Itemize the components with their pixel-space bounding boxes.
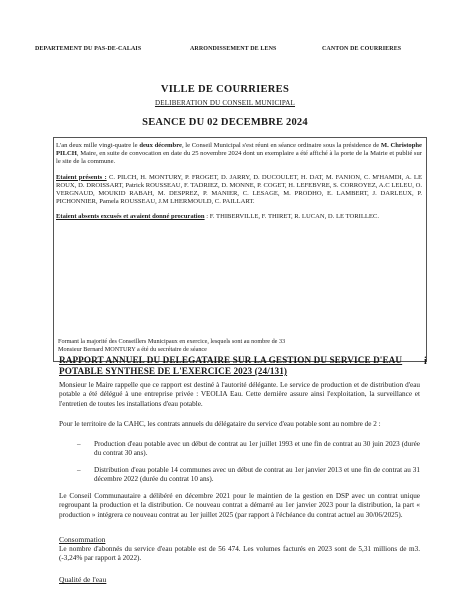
secretary-text: Monsieur Bernard MONTURY a été du secrétaire de séance (58, 345, 207, 353)
absent-label: Etaient absents excusés et avaient donné procuration (56, 213, 205, 221)
quorum-text: Formant la majorité des Conseillers Municipaux en exercice, lesquels sont au nombre de 33 (58, 338, 286, 345)
quorum-block (58, 338, 418, 353)
bullet-dash-1: – (77, 440, 81, 448)
bullet-production: Production d'eau potable avec un début de contrat au 1er juillet 1993 et une fin de contrat au 30 juin 2023 (durée du contrat 30 ans). (94, 440, 420, 458)
section-consommation: Consommation (59, 535, 106, 544)
report-paragraph-4: Le nombre d'abonnés du service d'eau potable est de 56 474. Les volumes facturés en 2023 sont de 5,31 millions de m3. (-3,24% par rapport à 2022). (59, 545, 420, 563)
header-canton: CANTON DE COURRIERES (322, 46, 402, 52)
present-label: Etaient présents : (56, 173, 107, 181)
intro-start: L'an deux mille vingt-quatre le (56, 142, 140, 149)
preamble-intro (56, 142, 422, 167)
absent-text: : F. THIBERVILLE, F. THIRET, R. LUCAN, D. LE TORILLEC. (204, 213, 379, 221)
report-paragraph-1: Monsieur le Maire rappelle que ce rapport est destiné à l'autorité délégante. Le service de production et de distribution d'eau potable a été délégué à une entreprise privée : VEOLIA Eau. Cette dernière assure ainsi l'exploitation, la surveillance et l'entretien de toutes les installations d'eau potable. (59, 381, 420, 408)
intro-end: , Maire, en suite de convocation en date du 25 novembre 2024 dont un exemplaire a été affiché à la porte de la Mairie et publié sur le site de la commune. (56, 150, 422, 166)
bullet-distribution: Distribution d'eau potable 14 communes avec un début de contrat au 1er janvier 2013 et une fin de contrat au 31 décembre 2022 (durée du contrat 10 ans). (94, 466, 420, 484)
report-paragraph-3: Le Conseil Communautaire a délibéré en décembre 2021 pour le maintien de la gestion en DSP avec un contrat unique regroupant la production et la distribution. Ce nouveau contrat a démarré au 1er janvier 2023 pour la distribution, la part « production » intégrera ce nouveau contrat au 1er juillet 2025 (par rapport à l'échéance du contrat actuel au 30/06/2025). (59, 492, 420, 519)
deliberation-title: DELIBERATION DU CONSEIL MUNICIPAL (154, 99, 296, 107)
report-heading: RAPPORT ANNUEL DU DELEGATAIRE SUR LA GESTION DU SERVICE D'EAU POTABLE SYNTHESE DE L'EXERCICE 2023 (24/131) (59, 355, 403, 376)
absent-members (56, 213, 422, 221)
present-members (56, 174, 422, 207)
preamble-box (53, 137, 427, 362)
section-qualite: Qualité de l'eau (59, 575, 107, 584)
intro-date: deux décembre (139, 142, 182, 149)
seance-title: SEANCE DU 02 DECEMBRE 2024 (142, 117, 308, 128)
header-department: DEPARTEMENT DU PAS-DE-CALAIS (35, 46, 142, 52)
margin-mark: i (424, 356, 427, 367)
intro-mid: , le Conseil Municipal s'est réuni en séance ordinaire sous la présidence de (181, 142, 381, 149)
preamble-content (56, 142, 422, 226)
present-text: C. PILCH, H. MONTURY, P. FROGET, D. JARRY, D. DUCOULET, H. DAT, M. FANION, C. M'HAMDI, A. LE ROUX, D. DROISSART, Patrick ROUSSEAU, F. TADRIEZ, D. MONNE, P. COGET, H. LEFEBVRE, S. CORROYEZ, A.C LELEU, O. VERGNAUD, MOUKID RABAH, M. DESPREZ, P. MANIER, C. LESAGE, M. PRODHO, E. LAMBERT, J. DARLEUX, P. PICHONNIER, Pamela ROUSSEAU, J.M LHERMOULD, C. PAILLART. (56, 173, 422, 206)
report-paragraph-2: Pour le territoire de la CAHC, les contrats annuels du délégataire du service d'eau potable sont au nombre de 2 : (59, 420, 381, 428)
bullet-dash-2: – (77, 466, 81, 474)
header-arrondissement: ARRONDISSEMENT DE LENS (190, 46, 277, 52)
intro-mayor: M. Christophe PILCH (56, 142, 422, 158)
town-title: VILLE DE COURRIERES (160, 84, 290, 95)
